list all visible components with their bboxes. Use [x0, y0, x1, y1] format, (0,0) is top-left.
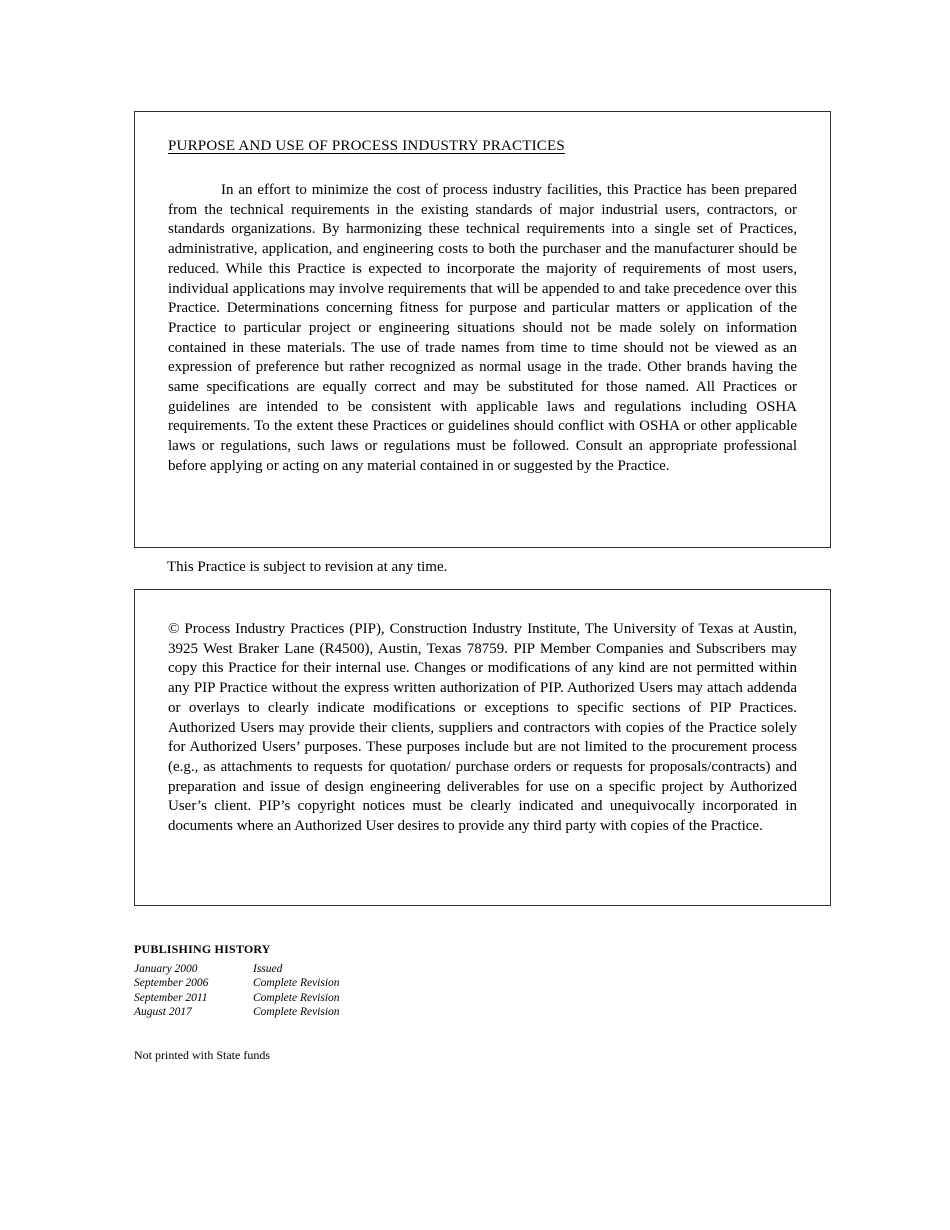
publishing-history-section [134, 942, 831, 1020]
purpose-notice-box [134, 111, 831, 548]
history-date: September 2011 [134, 991, 208, 1004]
copyright-body-paragraph: © Process Industry Practices (PIP), Construction Industry Institute, The University of Texas at Austin, 3925 West Braker Lane (R4500), Austin, Texas 78759. PIP Member Companies and Subscribers may copy this Practice for their internal use. Changes or modifications of any kind are not permitted within any PIP Practice without the express written authorization of PIP. Authorized Users may attach addenda or overlays to clearly indicate modifications or exceptions to specific sections of PIP Practices. Authorized Users may provide their clients, suppliers and contractors with copies of the Practice solely for Authorized Users’ purposes. These purposes include but are not limited to the procurement process (e.g., as attachments to requests for quotation/ purchase orders or requests for proposals/contracts) and preparation and issue of design engineering deliverables for use on a specific project by Authorized User’s client. PIP’s copyright notices must be clearly indicated and unequivocally incorporated in documents where an Authorized User desires to provide any third party with copies of the Practice. [168, 621, 797, 835]
publishing-history-title: PUBLISHING HISTORY [134, 942, 271, 956]
publishing-history-row [134, 962, 831, 976]
history-action: Issued [253, 963, 283, 975]
revision-note: This Practice is subject to revision at any time. [167, 559, 448, 575]
publishing-history-row [134, 991, 831, 1005]
history-date: January 2000 [134, 963, 198, 975]
purpose-body-paragraph: In an effort to minimize the cost of process industry facilities, this Practice has been prepared from the technical requirements in the existing standards of major industrial users, contractors, or standards organizations. By harmonizing these technical requirements into a single set of Practices, administrative, application, and engineering costs to both the purchaser and the manufacturer should be reduced. While this Practice is expected to incorporate the majority of requirements of most users, individual applications may involve requirements that will be appended to and take precedence over this Practice. Determinations concerning fitness for purpose and particular matters or application of the Practice to particular project or engineering situations should not be made solely on information contained in these materials. The use of trade names from time to time should not be viewed as an expression of preference but rather recognized as normal usage in the trade. Other brands having the same specifications are equally correct and may be substituted for those named. All Practices or guidelines are intended to be consistent with applicable laws and regulations including OSHA requirements. To the extent these Practices or guidelines should conflict with OSHA or other applicable laws or regulations, such laws or regulations must be followed. Consult an appropriate professional before applying or acting on any material contained in or suggested by the Practice. [168, 182, 797, 474]
publishing-history-row [134, 1005, 831, 1019]
document-content [134, 111, 831, 1063]
history-action: Complete Revision [253, 991, 340, 1004]
history-date: September 2006 [134, 977, 209, 990]
publishing-history-row [134, 976, 831, 990]
history-date: August 2017 [134, 1006, 192, 1019]
footer-note: Not printed with State funds [134, 1047, 270, 1062]
history-action: Complete Revision [253, 1006, 340, 1019]
purpose-heading: PURPOSE AND USE OF PROCESS INDUSTRY PRACTICES [168, 138, 565, 154]
history-action: Complete Revision [253, 977, 340, 990]
copyright-box [134, 589, 831, 906]
